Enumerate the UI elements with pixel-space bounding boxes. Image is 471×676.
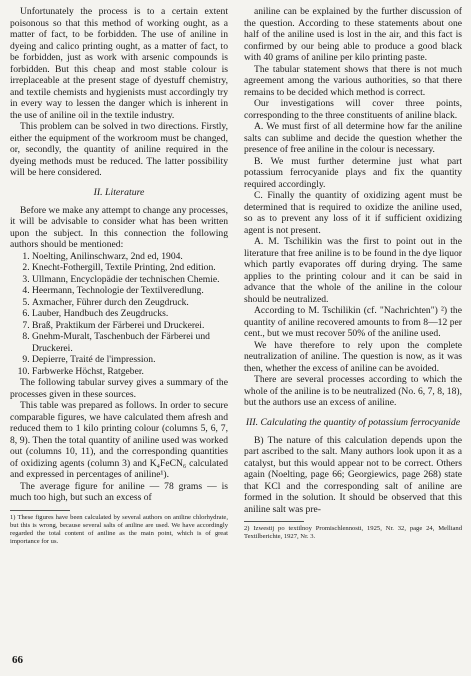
section-heading-literature: II. Literature (93, 186, 145, 198)
body-paragraph: This problem can be solved in two directions. Firstly, either the equipment of the workroom must be changed, or, secondly, the quantity of aniline required in the dyeing methods must be reduced. The latter possibility will be here considered. (10, 121, 228, 178)
reference-item: 6. Lauber, Handbuch des Zeugdrucks. (32, 308, 228, 320)
footnote: 1) These figures have been calculated by several authors on aniline chlorhydrate, but this is wrong, because several salts of aniline are used. We have accordingly regarded the total content of aniline as the main point, which is of great importance for us. (10, 513, 228, 545)
reference-item: 3. Ullmann, Encyclopädie der technischen Chemie. (32, 274, 228, 286)
body-paragraph: The average figure for aniline — 78 grams — is much too high, but such an excess of (10, 480, 228, 503)
body-paragraph: C. Finally the quantity of oxidizing agent must be determined that is required to oxidize the aniline used, so as to prevent any loss of it if sufficient oxidizing agent is not present. (244, 190, 462, 236)
body-paragraph: We have therefore to rely upon the complete neutralization of aniline. The question is now, as it was then, whether the excess of aniline can be avoided. (244, 339, 462, 374)
footnote: 2) Izwestij po textilnoy Promischlennosti, 1925, Nr. 32, page 24, Melliand Textilberichte, 1927, Nr. 3. (244, 525, 462, 540)
reference-item: 5. Axmacher, Führer durch den Zeugdruck. (32, 297, 228, 309)
reference-list (10, 251, 228, 378)
left-column (10, 6, 228, 546)
body-paragraph: A. M. Tschilikin was the first to point out in the literature that free aniline is to be found in the dye liquor which partly evaporates off during drying. The same applies to the printing colour and it can be said in advance that the whole of the aniline in the colour should be neutralized. (244, 236, 462, 305)
body-paragraph: The tabular statement shows that there is not much agreement among the various authorities, so that there remains to be decided which method is correct. (244, 63, 462, 98)
reference-item: 4. Heermann, Technologie der Textilveredlung. (32, 285, 228, 297)
section-heading-ferrocyanide: III. Calculating the quantity of potassium ferrocyanide (245, 416, 461, 428)
reference-item: 2. Knecht-Fothergill, Textile Printing, 2nd edition. (32, 262, 228, 274)
page-number: 66 (12, 654, 23, 666)
reference-item: 8. Gnehm-Muralt, Taschenbuch der Färberei und Druckerei. (32, 331, 228, 354)
body-paragraph: A. We must first of all determine how far the aniline salts can sublime and decide the question whether the presence of free aniline in the colour is necessary. (244, 121, 462, 155)
body-paragraph: This table was prepared as follows. In order to secure comparable figures, we have calculated them afresh and reduced them to 1 kilo printing colour (columns 5, 6, 7, 8, 9). Then the total quantity of aniline used was worked out (columns 10, 11), and the corresponding quantities of oxidizing agents (column 3) and K₄FeCN₆ calculated and expressed in percentages of aniline¹). (10, 400, 228, 480)
reference-item: 10. Farbwerke Höchst, Ratgeber. (32, 366, 228, 378)
footnote-divider (10, 510, 70, 511)
footnote-divider (244, 521, 304, 522)
reference-item: 9. Depierre, Traité de l'impression. (32, 354, 228, 366)
reference-item: 7. Braß, Praktikum der Färberei und Druckerei. (32, 320, 228, 332)
reference-item: 1. Noelting, Anilinschwarz, 2nd ed, 1904. (32, 251, 228, 263)
body-paragraph: According to M. Tschilikin (cf. "Nachrichten") ²) the quantity of aniline recovered amounts to from 8—12 per cent., but we must recover 50% of the aniline used. (244, 305, 462, 339)
body-paragraph: Before we make any attempt to change any processes, it will be advisable to consider what has been written upon the subject. In this connection the following authors should be mentioned: (10, 204, 228, 250)
body-paragraph: B) The nature of this calculation depends upon the part ascribed to the salt. Many authors look upon it as a catalyst, but this would appear not to be correct. Others again (Noelting, page 66; Georgiewics, page 268) state that KCl and the corresponding salt of aniline are formed in the solution. It should be observed that this aniline salt was pre- (244, 434, 462, 515)
body-paragraph: aniline can be explained by the further discussion of the question. According to these statements about one half of the aniline used is lost in the air, and this fact is confirmed by our being able to produce a good black with 40 grams of aniline per kilo printing paste. (244, 6, 462, 63)
body-paragraph: Our investigations will cover three points, corresponding to the three constituents of aniline black. (244, 98, 462, 121)
body-paragraph: Unfortunately the process is to a certain extent poisonous so that this method of working ought, as a matter of fact, to be forbidden. The use of aniline in dyeing and calico printing ought, as a matter of fact, to be forbidden, just as work with arsenic compounds is forbidden. But this cheap and most stable colour is irreplaceable at the present stage of dyestuff chemistry, and textile chemists and hygienists must accordingly try in every way to lessen the danger which is inherent in the use of aniline oil in the textile industry. (10, 6, 228, 121)
body-paragraph: The following tabular survey gives a summary of the processes given in these sources. (10, 377, 228, 400)
right-column (244, 6, 462, 541)
body-paragraph: B. We must further determine just what part potassium ferrocyanide plays and fix the quantity required accordingly. (244, 155, 462, 190)
body-paragraph: There are several processes according to which the whole of the aniline is to be neutralized (No. 6, 7, 8, 18), but the authors use an excess of aniline. (244, 374, 462, 408)
